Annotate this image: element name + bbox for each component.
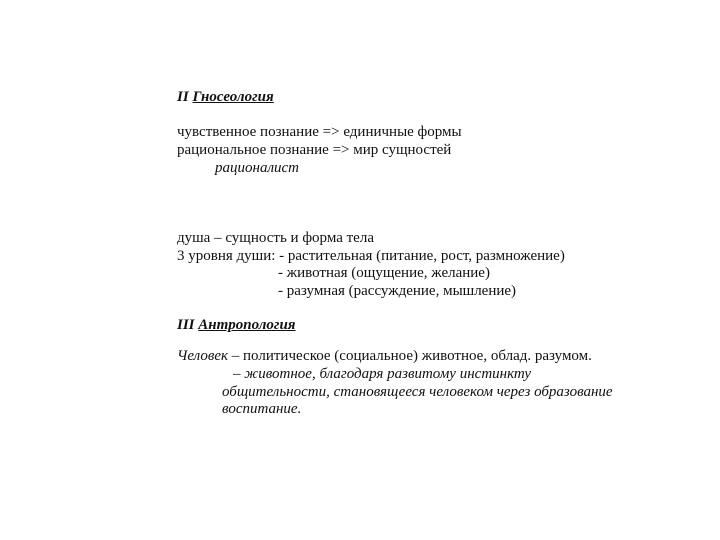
soul-definition: душа – сущность и форма тела	[177, 230, 374, 246]
term: Человек	[177, 348, 229, 364]
human-definition	[177, 348, 592, 365]
italic-line: воспитание.	[222, 401, 302, 417]
section-title: Гносеология	[192, 89, 274, 105]
level-item: - животная (ощущение, желание)	[278, 265, 490, 281]
section-number: II	[177, 89, 189, 105]
level-item: - разумная (рассуждение, мышление)	[278, 283, 517, 299]
levels-intro: 3 уровня души:	[177, 248, 276, 264]
level-item: - растительная (питание, рост, размножение)	[279, 248, 565, 264]
italic-line: общительности, становящееся человеком через образование	[222, 384, 613, 400]
rationalist-label: рационалист	[215, 160, 299, 176]
soul-levels-intro	[177, 248, 565, 265]
section-title: Антропология	[198, 317, 296, 333]
section-heading-gnoseology	[177, 89, 274, 106]
text-line: чувственное познание => единичные формы	[177, 124, 462, 140]
text-line: рациональное познание => мир сущностей	[177, 142, 452, 158]
italic-line: – животное, благодаря развитому инстинкту	[233, 366, 532, 382]
section-number: III	[177, 317, 195, 333]
section-heading-anthropology	[177, 317, 296, 334]
definition: – политическое (социальное) животное, облад. разумом.	[228, 348, 592, 364]
